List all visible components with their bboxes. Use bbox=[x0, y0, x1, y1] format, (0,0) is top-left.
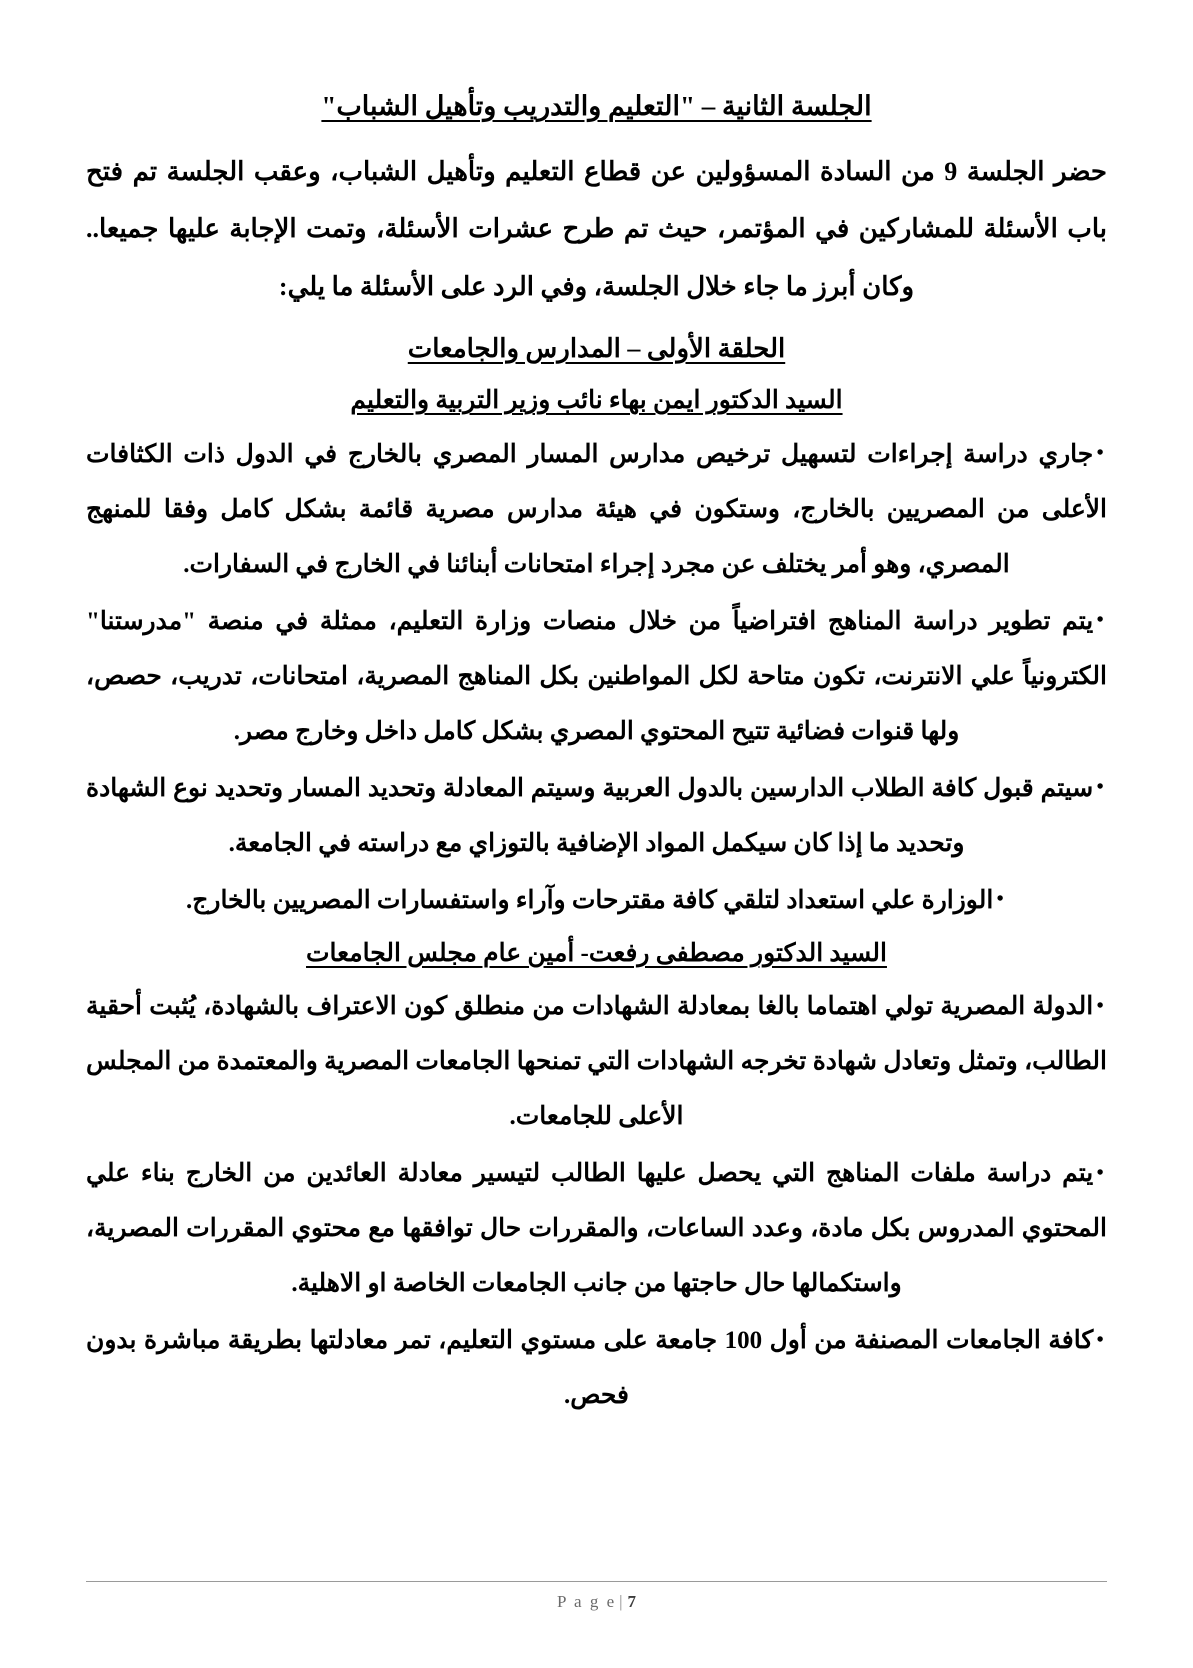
footer-page-label: P a g e bbox=[556, 1592, 617, 1611]
list-item-text: جاري دراسة إجراءات لتسهيل ترخيص مدارس المسار المصري بالخارج في الدول ذات الكثافات الأعلى من المصريين بالخارج، وستكون في هيئة مدارس مصرية قائمة بشكل كامل وفقا للمنهج المصري، وهو أمر يختلف عن مجرد إجراء امتحانات أبنائنا في الخارج في السفارات. bbox=[86, 440, 1107, 578]
bullet-icon bbox=[1093, 1146, 1107, 1201]
speaker-heading-1-text: السيد الدكتور ايمن بهاء نائب وزير التربية والتعليم bbox=[350, 387, 843, 415]
list-item bbox=[86, 1146, 1107, 1311]
bullet-icon bbox=[1093, 427, 1107, 482]
speaker-2-bullet-list bbox=[86, 979, 1107, 1423]
page-footer bbox=[86, 1581, 1107, 1612]
speaker-heading-2-text: السيد الدكتور مصطفى رفعت- أمين عام مجلس الجامعات bbox=[306, 939, 887, 967]
section-heading-text: الحلقة الأولى – المدارس والجامعات bbox=[407, 333, 786, 363]
bullet-icon bbox=[1093, 761, 1107, 816]
list-item bbox=[86, 594, 1107, 759]
footer-separator: | bbox=[619, 1592, 625, 1611]
section-heading bbox=[86, 324, 1107, 373]
footer-page-indicator bbox=[86, 1592, 1107, 1612]
list-item bbox=[86, 873, 1107, 928]
list-item bbox=[86, 979, 1107, 1144]
speaker-1-bullet-list bbox=[86, 427, 1107, 928]
page-title bbox=[86, 86, 1107, 127]
list-item-text: يتم تطوير دراسة المناهج افتراضياً من خلال منصات وزارة التعليم، ممثلة في منصة "مدرستنا" الكترونياً علي الانترنت، تكون متاحة لكل المواطنين بكل المناهج المصرية، امتحانات، تدريب، حصص، ولها قنوات فضائية تتيح المحتوي المصري بشكل كامل داخل وخارج مصر. bbox=[86, 607, 1107, 745]
page-title-text: الجلسة الثانية – "التعليم والتدريب وتأهيل الشباب" bbox=[321, 91, 872, 121]
bullet-icon bbox=[1093, 979, 1107, 1034]
speaker-heading-2 bbox=[86, 930, 1107, 978]
list-item-text: كافة الجامعات المصنفة من أول 100 جامعة على مستوي التعليم، تمر معادلتها بطريقة مباشرة بدون فحص. bbox=[86, 1327, 1094, 1410]
intro-paragraph: حضر الجلسة 9 من السادة المسؤولين عن قطاع التعليم وتأهيل الشباب، وعقب الجلسة تم فتح باب الأسئلة للمشاركين في المؤتمر، حيث تم طرح عشرات الأسئلة، وتمت الإجابة عليها جميعا.. وكان أبرز ما جاء خلال الجلسة، وفي الرد على الأسئلة ما يلي: bbox=[86, 156, 1108, 301]
list-item-text: يتم دراسة ملفات المناهج التي يحصل عليها الطالب لتيسير معادلة العائدين من الخارج بناء علي المحتوي المدروس بكل مادة، وعدد الساعات، والمقررات حال توافقها مع محتوي المقررات المصرية، واستكمالها حال حاجتها من جانب الجامعات الخاصة او الاهلية. bbox=[86, 1160, 1107, 1298]
list-item bbox=[86, 1313, 1107, 1423]
list-item-text: الدولة المصرية تولي اهتماما بالغا بمعادلة الشهادات من منطلق كون الاعتراف بالشهادة، يُثبت أحقية الطالب، وتمثل وتعادل شهادة تخرجه الشهادات التي تمنحها الجامعات المصرية والمعتمدة من المجلس الأعلى للجامعات. bbox=[86, 993, 1107, 1131]
speaker-heading-1 bbox=[86, 377, 1107, 425]
document-content bbox=[86, 86, 1107, 1423]
footer-divider bbox=[86, 1581, 1107, 1582]
footer-page-number: 7 bbox=[627, 1592, 637, 1611]
list-item-text: الوزارة علي استعداد لتلقي كافة مقترحات وآراء واستفسارات المصريين بالخارج. bbox=[185, 886, 994, 914]
bullet-icon bbox=[1093, 594, 1107, 649]
list-item bbox=[86, 761, 1107, 871]
list-item bbox=[86, 427, 1107, 592]
bullet-icon bbox=[1093, 1313, 1107, 1368]
list-item-text: سيتم قبول كافة الطلاب الدارسين بالدول العربية وسيتم المعادلة وتحديد المسار وتحديد نوع الشهادة وتحديد ما إذا كان سيكمل المواد الإضافية بالتوزاي مع دراسته في الجامعة. bbox=[86, 774, 1094, 857]
bullet-icon bbox=[993, 873, 1007, 928]
